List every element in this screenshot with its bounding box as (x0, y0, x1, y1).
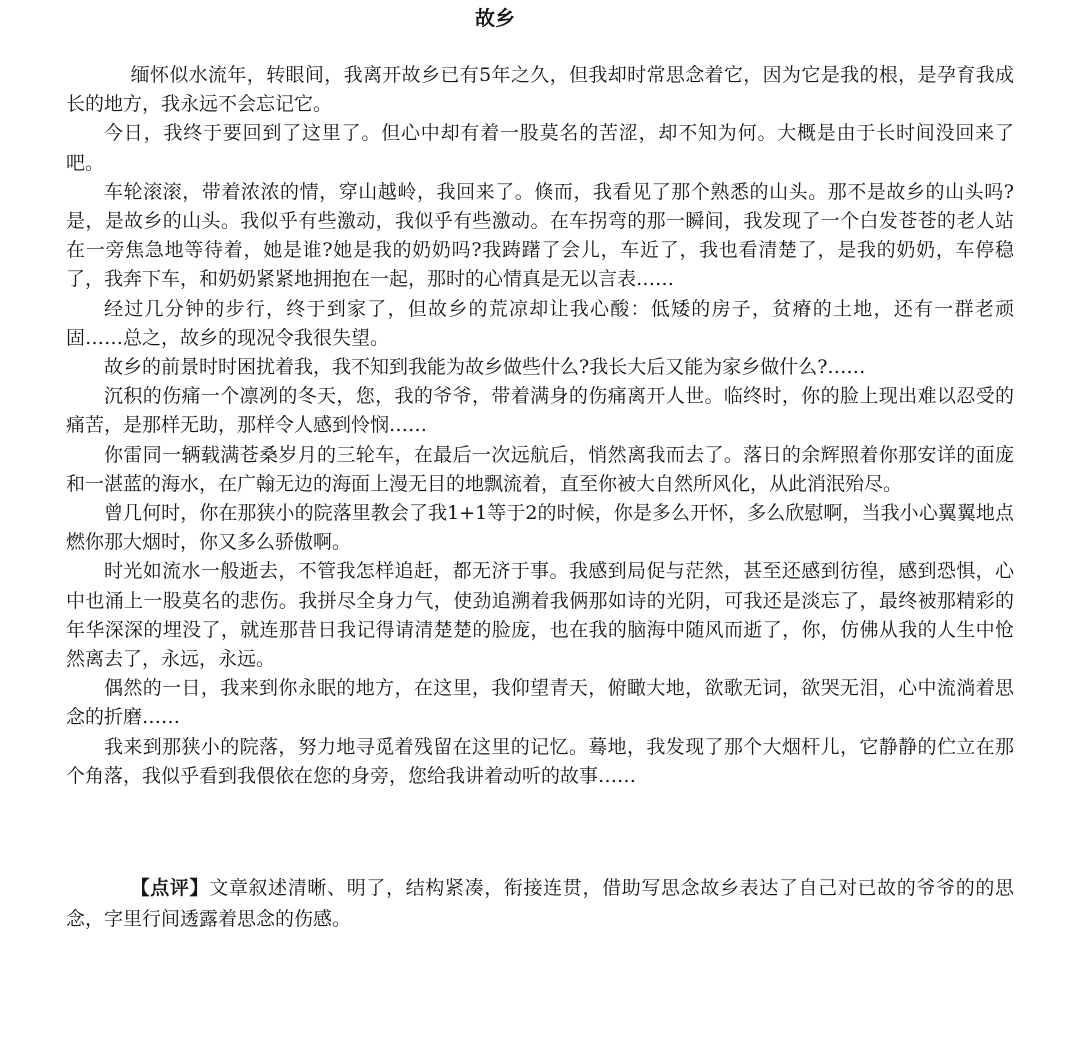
review-text: 文章叙述清晰、明了，结构紧凑，衔接连贯，借助写思念故乡表达了自己对已故的爷爷的的思念，字里行间透露着思念的伤感。 (66, 877, 1014, 930)
paragraph: 偶然的一日，我来到你永眠的地方，在这里，我仰望青天，俯瞰大地，欲歌无词，欲哭无泪，心中流淌着思念的折磨…… (66, 677, 1014, 729)
paragraph: 缅怀似水流年，转眼间，我离开故乡已有5年之久，但我却时常思念着它，因为它是我的根，是孕育我成长的地方，我永远不会忘记它。 (66, 64, 1014, 116)
review-comment (66, 873, 1014, 935)
paragraph: 你雷同一辆载满苍桑岁月的三轮车，在最后一次远航后，悄然离我而去了。落日的余辉照着你那安详的面庞和一湛蓝的海水，在广翰无边的海面上漫无目的地飘流着，直至你被大自然所风化，从此消泯殆尽。 (66, 443, 1014, 495)
paragraph: 沉积的伤痛一个凛冽的冬天，您，我的爷爷，带着满身的伤痛离开人世。临终时，你的脸上现出难以忍受的痛苦，是那样无助，那样令人感到怜悯…… (66, 385, 1014, 437)
review-tag: 【点评】 (130, 877, 210, 899)
paragraph: 车轮滚滚，带着浓浓的情，穿山越岭，我回来了。倏而，我看见了那个熟悉的山头。那不是故乡的山头吗?是，是故乡的山头。我似乎有些激动，我似乎有些激动。在车拐弯的那一瞬间，我发现了一个白发苍苍的老人站在一旁焦急地等待着，她是谁?她是我的奶奶吗?我踌躇了会儿，车近了，我也看清楚了，是我的奶奶，车停稳了，我奔下车，和奶奶紧紧地拥抱在一起，那时的心情真是无以言表…… (66, 180, 1014, 291)
paragraph: 我来到那狭小的院落，努力地寻觅着残留在这里的记忆。蓦地，我发现了那个大烟杆儿，它静静的伫立在那个角落，我似乎看到我偎依在您的身旁，您给我讲着动听的故事…… (66, 735, 1014, 787)
paragraph: 曾几何时，你在那狭小的院落里教会了我1+1等于2的时候，你是多么开怀，多么欣慰啊，当我小心翼翼地点燃你那大烟时，你又多么骄傲啊。 (66, 502, 1014, 554)
document-title: 故乡 (475, 6, 515, 30)
paragraph: 今日，我终于要回到了这里了。但心中却有着一股莫名的苦涩，却不知为何。大概是由于长时间没回来了吧。 (66, 122, 1014, 174)
essay-body (66, 61, 1014, 791)
paragraph: 故乡的前景时时困扰着我，我不知到我能为故乡做些什么?我长大后又能为家乡做什么?…… (104, 356, 866, 379)
paragraph: 时光如流水一般逝去，不管我怎样追赶，都无济于事。我感到局促与茫然，甚至还感到彷徨，感到恐惧，心中也涌上一股莫名的悲伤。我拼尽全身力气，使劲追溯着我俩那如诗的光阴，可我还是淡忘了，最终被那精彩的年华深深的埋没了，就连那昔日我记得请清楚楚的脸庞，也在我的脑海中随风而逝了，你，仿佛从我的人生中怆然离去了，永远，永远。 (66, 560, 1014, 671)
paragraph: 经过几分钟的步行，终于到家了，但故乡的荒凉却让我心酸：低矮的房子，贫瘠的土地，还有一群老顽固……总之，故乡的现况令我很失望。 (66, 297, 1014, 349)
